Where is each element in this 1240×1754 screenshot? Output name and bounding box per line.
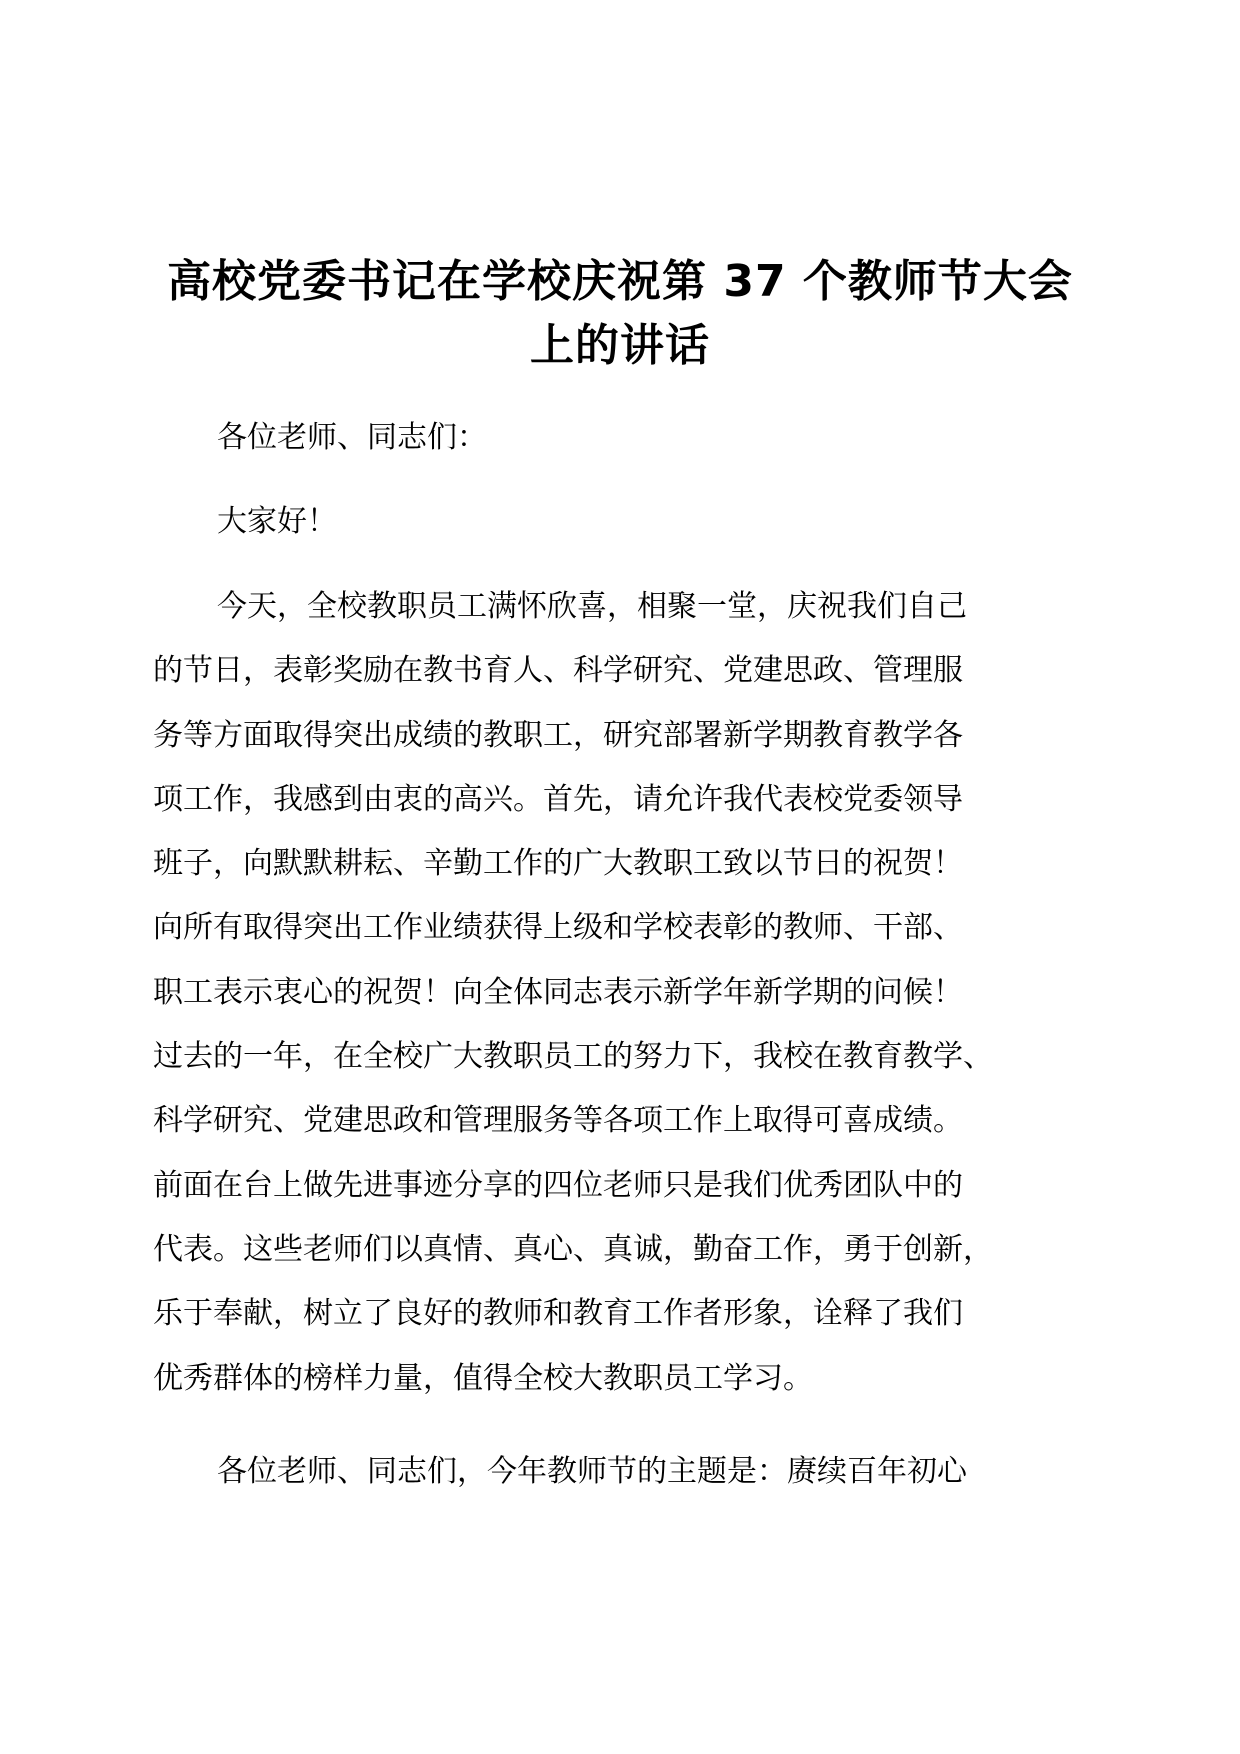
salutation: 各位老师、同志们： — [217, 420, 487, 455]
paragraph-2 — [153, 1440, 1100, 1504]
paragraph-line: 今天，全校教职员工满怀欣喜，相聚一堂，庆祝我们自己 — [217, 589, 967, 624]
document-title — [150, 250, 1090, 378]
paragraph-line: 优秀群体的榜样力量，值得全校大教职员工学习。 — [153, 1360, 813, 1396]
paragraph-line: 务等方面取得突出成绩的教职工，研究部署新学期教育教学各 — [153, 717, 963, 753]
title-line: 高校党委书记在学校庆祝第 37 个教师节大会 — [167, 256, 1073, 307]
paragraph-line: 项工作，我感到由衷的高兴。首先，请允许我代表校党委领导 — [153, 781, 963, 817]
paragraph-line: 前面在台上做先进事迹分享的四位老师只是我们优秀团队中的 — [153, 1167, 963, 1203]
paragraph-line: 过去的一年，在全校广大教职员工的努力下，我校在教育教学、 — [153, 1039, 993, 1075]
paragraph-1 — [153, 575, 1100, 1411]
paragraph-line: 向所有取得突出工作业绩获得上级和学校表彰的教师、干部、 — [153, 910, 963, 946]
title-line: 上的讲话 — [530, 320, 710, 371]
paragraph-line: 代表。这些老师们以真情、真心、真诚，勤奋工作，勇于创新， — [153, 1231, 993, 1267]
paragraph-line: 班子，向默默耕耘、辛勤工作的广大教职工致以节日的祝贺！ — [153, 846, 963, 882]
greeting: 大家好！ — [217, 504, 337, 539]
paragraph-line: 乐于奉献，树立了良好的教师和教育工作者形象，诠释了我们 — [153, 1296, 963, 1332]
paragraph-line: 各位老师、同志们，今年教师节的主题是：赓续百年初心 — [217, 1454, 967, 1489]
paragraph-line: 科学研究、党建思政和管理服务等各项工作上取得可喜成绩。 — [153, 1103, 963, 1139]
paragraph-line: 的节日，表彰奖励在教书育人、科学研究、党建思政、管理服 — [153, 653, 963, 689]
paragraph-line: 职工表示衷心的祝贺！向全体同志表示新学年新学期的问候！ — [153, 974, 963, 1010]
